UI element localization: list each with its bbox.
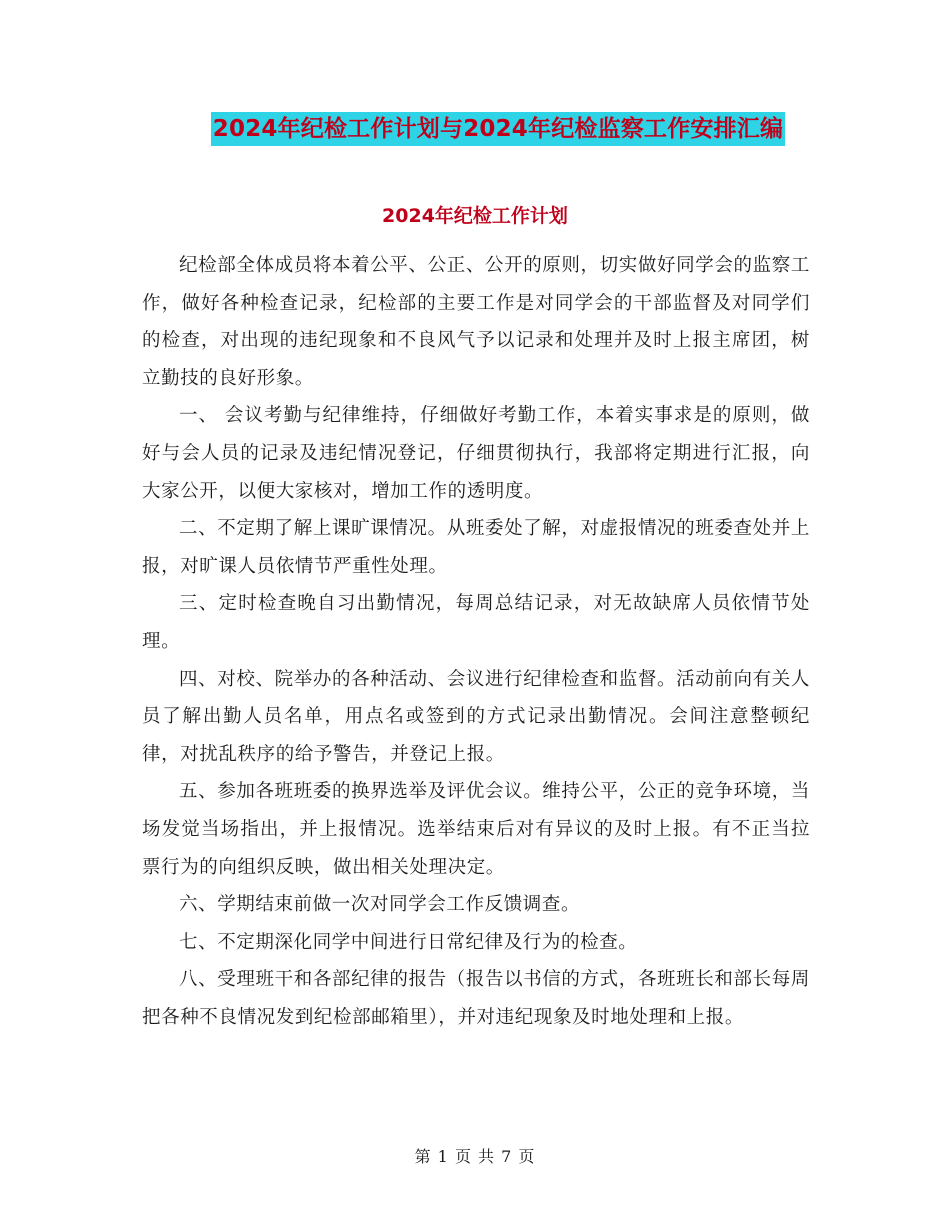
body-text [142,247,810,1036]
paragraph-item-3: 三、定时检查晚自习出勤情况，每周总结记录，对无故缺席人员依情节处理。 [142,593,810,652]
paragraph-item-7: 七、不定期深化同学中间进行日常纪律及行为的检查。 [179,931,638,953]
section-title: 2024年纪检工作计划 [382,205,568,227]
paragraph-item-8: 八、受理班干和各部纪律的报告（报告以书信的方式，各班班长和部长每周把各种不良情况发到纪检部邮箱里），并对违纪现象及时地处理和上报。 [142,969,810,1028]
paragraph-intro: 纪检部全体成员将本着公平、公正、公开的原则，切实做好同学会的监察工作，做好各种检查记录，纪检部的主要工作是对同学会的干部监督及对同学们的检查，对出现的违纪现象和不良风气予以记录和处理并及时上报主席团，树立勤技的良好形象。 [142,255,810,389]
paragraph-item-4: 四、对校、院举办的各种活动、会议进行纪律检查和监督。活动前向有关人员了解出勤人员名单，用点名或签到的方式记录出勤情况。会间注意整顿纪律，对扰乱秩序的给予警告，并登记上报。 [142,668,810,765]
paragraph-item-5: 五、参加各班班委的换界选举及评优会议。维持公平，公正的竞争环境，当场发觉当场指出，并上报情况。选举结束后对有异议的及时上报。有不正当拉票行为的向组织反映，做出相关处理决定。 [142,781,810,878]
paragraph-item-1: 一、 会议考勤与纪律维持，仔细做好考勤工作，本着实事求是的原则，做好与会人员的记录及违纪情况登记，仔细贯彻执行，我部将定期进行汇报，向大家公开，以便大家核对，增加工作的透明度。 [142,405,810,502]
main-title-row [0,112,950,146]
main-title: 2024年纪检工作计划与2024年纪检监察工作安排汇编 [211,112,785,146]
paragraph-item-2: 二、不定期了解上课旷课情况。从班委处了解，对虚报情况的班委查处并上报，对旷课人员依情节严重性处理。 [142,518,810,577]
paragraph-item-6: 六、学期结束前做一次对同学会工作反馈调查。 [179,894,581,916]
page-footer: 第 1 页 共 7 页 [414,1147,536,1166]
